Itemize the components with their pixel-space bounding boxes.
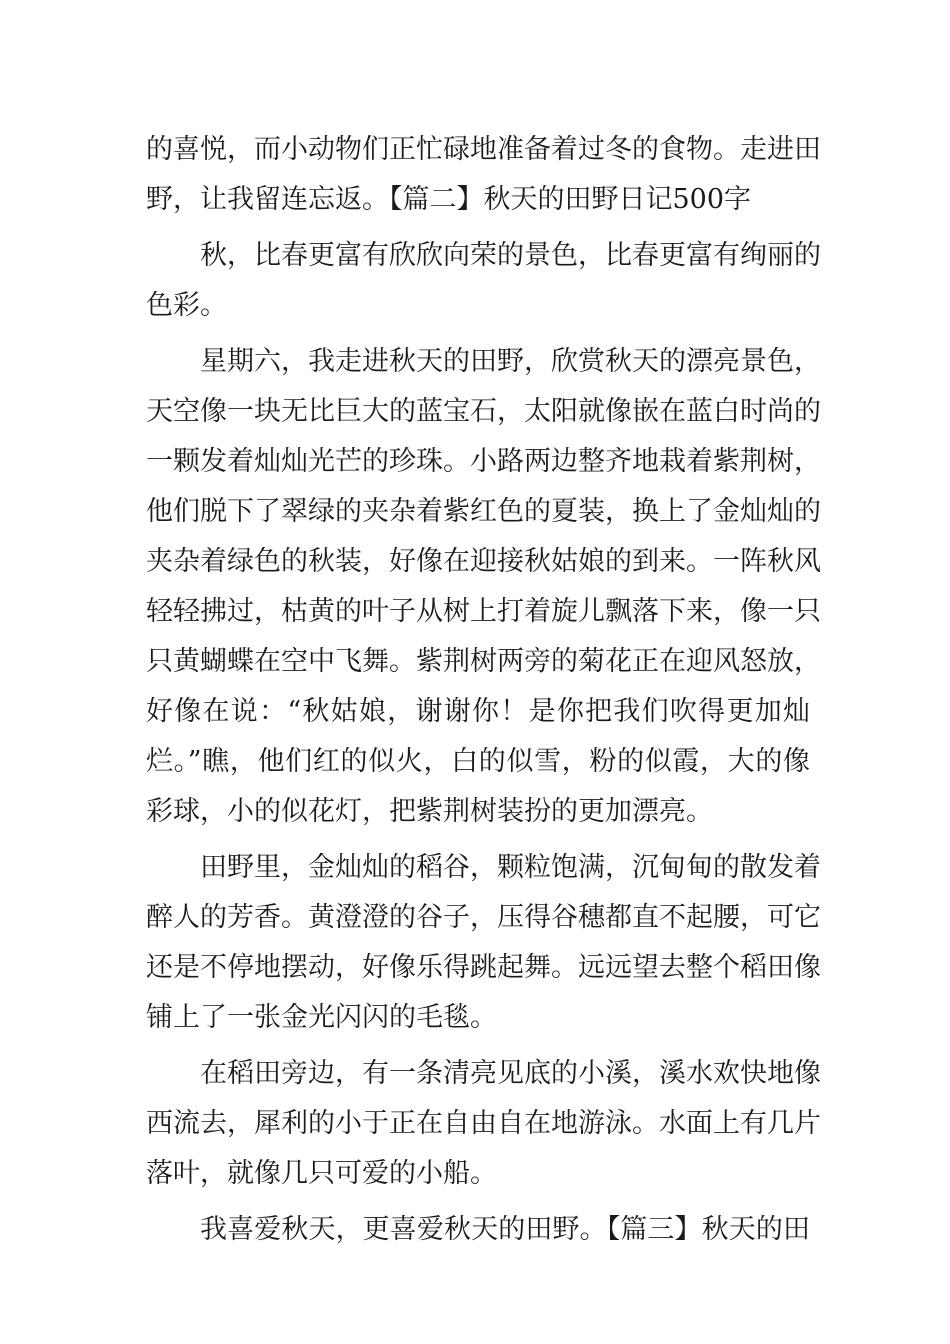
text-line: 西流去，犀利的小于正在自由自在地游泳。水面上有几片 bbox=[146, 1108, 821, 1139]
text-line: 烂。”瞧，他们红的似火，白的似雪，粉的似霞，大的像 bbox=[146, 746, 810, 777]
text-line: 秋，比春更富有欣欣向荣的景色，比春更富有绚丽的 bbox=[200, 240, 821, 271]
text-line: 田野里，金灿灿的稻谷，颗粒饱满，沉甸甸的散发着 bbox=[200, 852, 821, 883]
text-line: 还是不停地摆动，好像乐得跳起舞。远远望去整个稻田像 bbox=[146, 952, 821, 983]
text-line: 只黄蝴蝶在空中飞舞。紫荆树两旁的菊花正在迎风怒放， bbox=[146, 646, 821, 677]
text-line: 色彩。 bbox=[146, 290, 227, 321]
text-line: 落叶，就像几只可爱的小船。 bbox=[146, 1158, 497, 1189]
text-line: 轻轻拂过，枯黄的叶子从树上打着旋儿飘落下来，像一只 bbox=[146, 596, 821, 627]
text-line: 一颗发着灿灿光芒的珍珠。小路两边整齐地栽着紫荆树， bbox=[146, 446, 821, 477]
document-body bbox=[146, 125, 821, 1255]
text-line: 他们脱下了翠绿的夹杂着紫红色的夏装，换上了金灿灿的 bbox=[146, 496, 821, 527]
text-line: 醉人的芳香。黄澄澄的谷子，压得谷穗都直不起腰，可它 bbox=[146, 902, 821, 933]
text-line: 的喜悦，而小动物们正忙碌地准备着过冬的食物。走进田 bbox=[146, 134, 821, 165]
text-line: 彩球，小的似花灯，把紫荆树装扮的更加漂亮。 bbox=[146, 796, 713, 827]
text-line: 星期六，我走进秋天的田野，欣赏秋天的漂亮景色， bbox=[200, 346, 821, 377]
text-line: 夹杂着绿色的秋装，好像在迎接秋姑娘的到来。一阵秋风 bbox=[146, 546, 821, 577]
text-line: 好像在说：“秋姑娘，谢谢你！是你把我们吹得更加灿 bbox=[146, 696, 810, 727]
text-line: 天空像一块无比巨大的蓝宝石，太阳就像嵌在蓝白时尚的 bbox=[146, 396, 821, 427]
text-line: 野，让我留连忘返。【篇二】秋天的田野日记500字 bbox=[146, 184, 752, 215]
text-line: 铺上了一张金光闪闪的毛毯。 bbox=[146, 1002, 497, 1033]
text-line: 在稻田旁边，有一条清亮见底的小溪，溪水欢快地像 bbox=[200, 1058, 821, 1089]
text-line: 我喜爱秋天，更喜爱秋天的田野。【篇三】秋天的田 bbox=[200, 1214, 810, 1245]
